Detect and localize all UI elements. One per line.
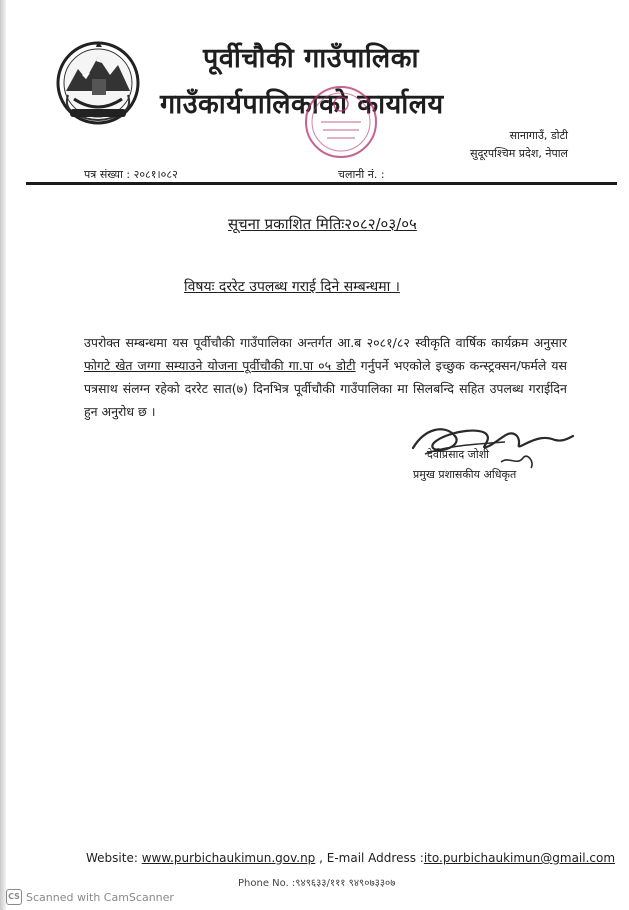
letter-body [84,331,567,423]
scanner-watermark [6,889,174,905]
dispatch-number: चलानी नं. : [338,168,385,181]
nepal-emblem-icon [52,35,144,127]
body-text-part2: गर्नुपर्ने भएकोले इच्छुक कन्स्ट्रक्सन/फर्मले यस पत्रसाथ संलग्न रहेको दररेट सात(७) दिनभित्र पूर्वीचौकी गाउँपालिका मा सिलबन्दि सहित उपलब्ध गराईदिन हुन अनुरोध छ । [84,358,567,419]
website-label: Website: [86,851,142,865]
letter-subject: विषयः दररेट उपलब्ध गराई दिने सम्बन्धमा । [184,279,400,295]
camscanner-logo-icon: CS [6,889,22,905]
project-name: फोगटे खेत जग्गा सम्याउने योजना पूर्वीचौकी गा.पा ०५ डोटी [84,358,356,373]
header-divider [26,182,617,185]
address-line1: सानागाउँ, डोटी [509,129,568,142]
signatory-title: प्रमुख प्रशासकीय अधिकृत [413,468,517,481]
reference-number: पत्र संख्या : २०८१।०८२ [84,168,178,181]
notice-published-date: सूचना प्रकाशित मितिः२०८२/०३/०५ [228,215,417,233]
email-label: , E-mail Address : [315,851,424,865]
footer-phone: Phone No. :९४९६३३/१११ ९४९०७३३०७ [238,878,396,889]
watermark-text: Scanned with CamScanner [26,890,174,904]
address-line2: सुदूरपश्चिम प्रदेश, नेपाल [470,147,568,160]
signatory-name: देवीप्रसाद जोशी [427,448,490,461]
body-text-part1: उपरोक्त सम्बन्धमा यस पूर्वीचौकी गाउँपालिका अन्तर्गत आ.ब २०८१/८२ स्वीकृति वार्षिक कार्यक्रम अनुसार [84,335,567,350]
email-link[interactable]: ito.purbichaukimun@gmail.com [423,851,616,865]
footer-contact [86,851,615,865]
scan-edge [0,0,6,910]
office-seal-icon [303,84,379,160]
office-title-line2: गाउँकार्यपालिकाको कार्यालय [160,89,444,120]
website-link[interactable]: www.purbichaukimun.gov.np [141,851,316,865]
office-title-line1: पूर्वीचौकी गाउँपालिका [203,43,419,74]
